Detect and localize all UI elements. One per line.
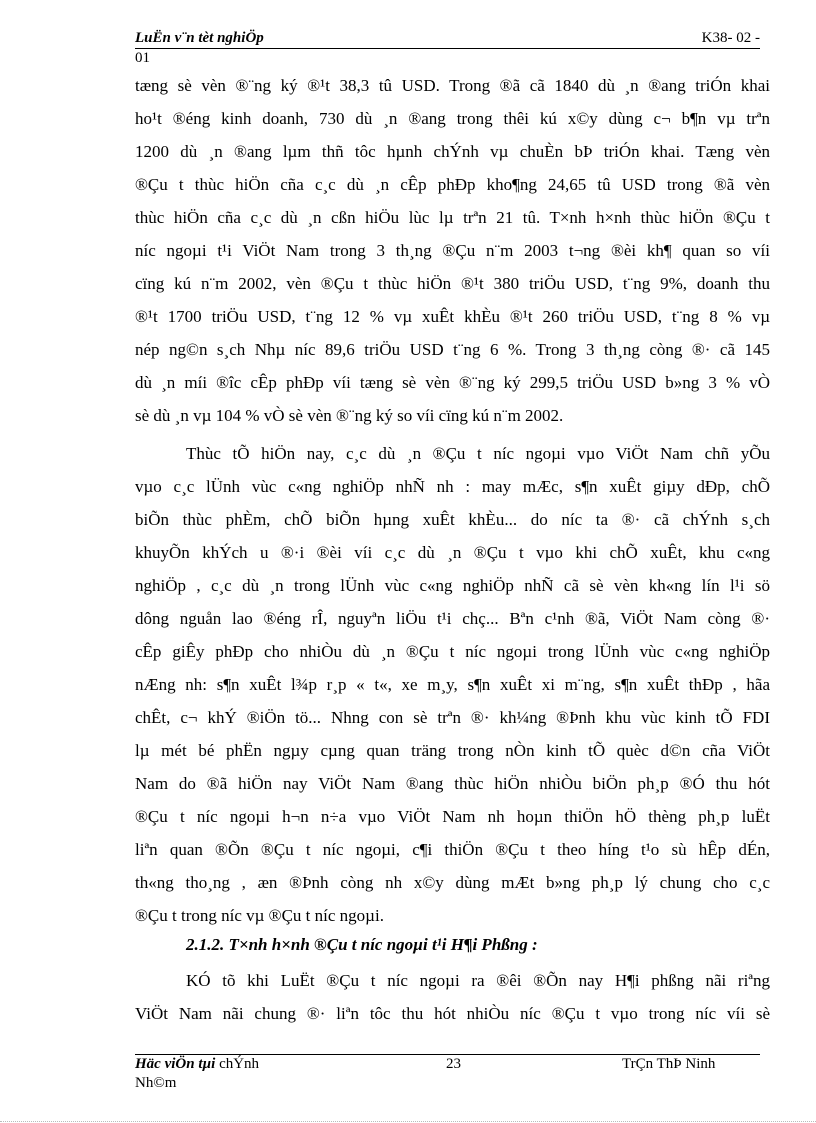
body-line: thùc hiÖn cña c¸c dù ¸n cßn hiÖu lùc lµ trªn 21 tû. T×nh h×nh thùc hiÖn ®Çu t — [135, 208, 770, 227]
section-heading: 2.1.2. T×nh h×nh ®Çu t níc ngoµi t¹i H¶i Phßng : — [186, 935, 538, 954]
body-line: khuyÕn khÝch u ®·i ®èi víi c¸c dù ¸n ®Çu t vµo khi chÕ xuÊt, khu c«ng — [135, 543, 770, 562]
footer-institution-rest: chÝnh — [219, 1056, 260, 1072]
body-line: sè dù ¸n vµ 104 % vÒ sè vèn ®¨ng ký so víi cïng kú n¨m 2002. — [135, 406, 564, 425]
body-line: Nam do ®ã hiÖn nay ViÖt Nam ®ang thùc hiÖn nhiÒu biÖn ph¸p ®Ó thu hót — [135, 774, 770, 793]
footer-institution — [135, 1056, 259, 1073]
body-line: ®Çu t thùc hiÖn cña c¸c dù ¸n cÊp phÐp kho¶ng 24,65 tû USD trong ®ã vèn — [135, 175, 770, 194]
page-number: 23 — [446, 1056, 461, 1072]
body-line: tæng sè vèn ®¨ng ký ®¹t 38,3 tû USD. Trong ®ã cã 1840 dù ¸n ®ang triÓn khai — [135, 76, 770, 95]
body-line: cÊp giÊy phÐp cho nhiÒu dù ¸n ®Çu t níc ngoµi trong lÜnh vùc c«ng nghiÖp — [135, 642, 770, 661]
body-line: liªn quan ®Õn ®Çu t níc ngoµi, c¶i thiÖn ®Çu t theo híng t¹o sù hÊp dÉn, — [135, 840, 770, 859]
paragraph-first-line: Thùc tÕ hiÖn nay, c¸c dù ¸n ®Çu t níc ngoµi vµo ViÖt Nam chñ yÕu — [186, 444, 770, 463]
footer-institution-line2: Nh©m — [135, 1075, 177, 1091]
body-line: nép ng©n s¸ch Nhµ níc 89,6 triÖu USD t¨ng 6 %. Trong 3 th¸ng còng ®· cã 145 — [135, 340, 770, 359]
body-line: 1200 dù ¸n ®ang lµm thñ tôc hµnh chÝnh vµ chuÈn bÞ triÓn khai. Tæng vèn — [135, 142, 770, 161]
paragraph-first-line: KÓ tõ khi LuËt ®Çu t níc ngoµi ra ®êi ®Õn nay H¶i phßng nãi riªng — [186, 971, 770, 990]
body-line: ViÖt Nam nãi chung ®· liªn tôc thu hót nhiÒu níc ®Çu t vµo trong níc víi sè — [135, 1004, 770, 1023]
footer-institution-italic: Häc viÖn tµi — [135, 1056, 216, 1072]
body-line: vµo c¸c lÜnh vùc c«ng nghiÖp nhÑ nh : may mÆc, s¶n xuÊt giµy dÐp, chÕ — [135, 477, 770, 496]
header-title: LuËn v¨n tèt nghiÖp — [135, 30, 264, 46]
body-line: cïng kú n¨m 2002, vèn ®Çu t thùc hiÖn ®¹t 380 triÖu USD, t¨ng 9%, doanh thu — [135, 274, 770, 293]
body-line: biÕn thùc phÈm, chÕ biÕn hµng xuÊt khÈu... do níc ta ®· cã chÝnh s¸ch — [135, 510, 770, 529]
header-code-continuation: 01 — [135, 50, 150, 66]
body-line: dù ¸n míi ®îc cÊp phÐp víi tæng sè vèn ®¨ng ký 299,5 triÖu USD b»ng 3 % vÒ — [135, 373, 770, 392]
page-header — [135, 30, 760, 48]
body-line: dông nguån lao ®éng rÎ, nguyªn liÖu t¹i chç... Bªn c¹nh ®ã, ViÖt Nam còng ®· — [135, 609, 770, 628]
body-line: ®¹t 1700 triÖu USD, t¨ng 12 % vµ xuÊt khÈu ®¹t 260 triÖu USD, t¨ng 8 % vµ — [135, 307, 770, 326]
body-line: níc ngoµi t¹i ViÖt Nam trong 3 th¸ng ®Çu n¨m 2003 t¬ng ®èi kh¶ quan so víi — [135, 241, 770, 260]
body-line: ®Çu t níc ngoµi h¬n n÷a vµo ViÖt Nam nh hoµn thiÖn hÖ thèng ph¸p luËt — [135, 807, 770, 826]
header-code: K38- 02 - — [701, 30, 760, 46]
footer-rule — [135, 1054, 760, 1055]
body-line: ®Çu t trong níc vµ ®Çu t níc ngoµi. — [135, 906, 384, 925]
body-line: lµ mét bé phËn ngµy cµng quan träng trong nÒn kinh tÕ quèc d©n cña ViÖt — [135, 741, 770, 760]
body-line: nghiÖp , c¸c dù ¸n trong lÜnh vùc c«ng nghiÖp nhÑ cã sè vèn kh«ng lín l¹i sö — [135, 576, 770, 595]
body-line: chÊt, c¬ khÝ ®iÖn tö... Nhng con sè trªn ®· kh¼ng ®Þnh khu vùc kinh tÕ FDI — [135, 708, 770, 727]
body-line: ho¹t ®éng kinh doanh, 730 dù ¸n ®ang trong thêi kú x©y dùng c¬ b¶n vµ trªn — [135, 109, 770, 128]
header-rule — [135, 48, 760, 49]
body-line: nÆng nh: s¶n xuÊt l¾p r¸p « t«, xe m¸y, s¶n xuÊt xi m¨ng, s¶n xuÊt thÐp , hãa — [135, 675, 770, 694]
body-line: th«ng tho¸ng , æn ®Þnh còng nh x©y dùng mÆt b»ng ph¸p lý chung cho c¸c — [135, 873, 770, 892]
footer-author: TrÇn ThÞ Ninh — [622, 1056, 716, 1072]
page-bottom-edge — [0, 1121, 816, 1122]
